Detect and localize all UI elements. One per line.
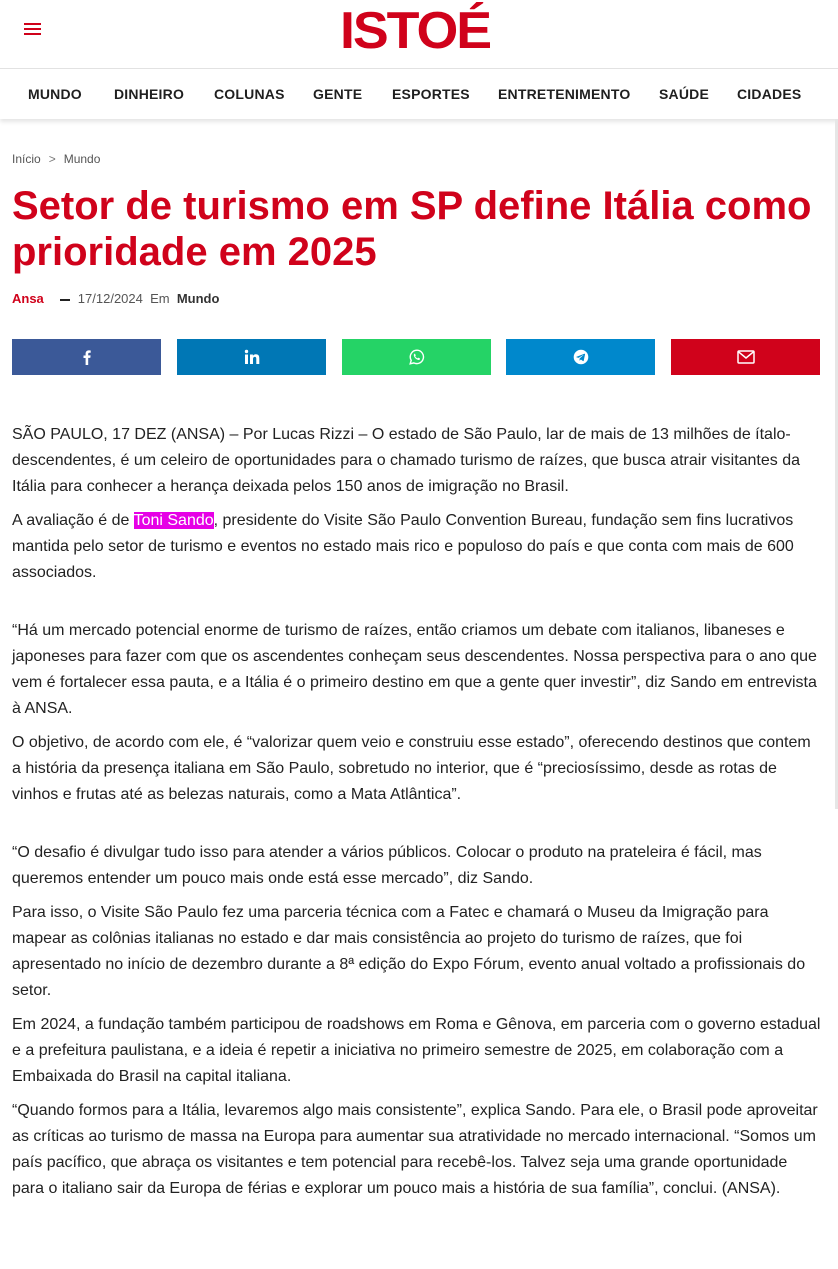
paragraph: O objetivo, de acordo com ele, é “valorizar quem veio e construiu esse estado”, oferecendo destinos que contem a história da presença italiana em São Paulo, sobretudo no interior, que é “preciosíssimo, desde as rotas de vinhos e frutas até as belezas naturais, como a Mata Atlântica”. bbox=[12, 734, 811, 803]
article-date: 17/12/2024 bbox=[77, 291, 143, 306]
nav-item-esportes[interactable]: ESPORTES bbox=[392, 86, 470, 102]
telegram-icon bbox=[573, 349, 589, 365]
breadcrumb-separator: > bbox=[48, 152, 56, 166]
meta-dash bbox=[60, 299, 70, 301]
site-logo[interactable] bbox=[330, 0, 500, 60]
share-whatsapp-button[interactable] bbox=[342, 339, 491, 375]
article-body bbox=[12, 422, 822, 1210]
hamburger-menu-icon[interactable] bbox=[22, 20, 44, 38]
breadcrumb bbox=[12, 152, 100, 166]
article-meta bbox=[12, 291, 219, 306]
paragraph bbox=[12, 508, 822, 586]
share-email-button[interactable] bbox=[671, 339, 820, 375]
nav-item-dinheiro[interactable]: DINHEIRO bbox=[114, 86, 185, 102]
nav-item-mundo[interactable]: MUNDO bbox=[28, 86, 82, 102]
in-label: Em bbox=[150, 291, 170, 306]
nav-item-saude[interactable]: SAÚDE bbox=[659, 86, 710, 102]
paragraph: SÃO PAULO, 17 DEZ (ANSA) – Por Lucas Rizzi – O estado de São Paulo, lar de mais de 13 milhões de ítalo-descendentes, é um celeiro de oportunidades para o chamado turismo de raízes, que busca atrair visitantes da Itália para conhecer a herança deixada pelos 150 anos de imigração no Brasil. bbox=[12, 426, 801, 495]
linkedin-icon bbox=[244, 349, 260, 365]
site-header bbox=[0, 0, 838, 69]
share-telegram-button[interactable] bbox=[506, 339, 655, 375]
whatsapp-icon bbox=[409, 349, 425, 365]
share-linkedin-button[interactable] bbox=[177, 339, 326, 375]
email-icon bbox=[737, 350, 755, 364]
main-nav bbox=[0, 69, 838, 119]
paragraph: “O desafio é divulgar tudo isso para atender a vários públicos. Colocar o produto na prateleira é fácil, mas queremos entender um pouco mais onde está esse mercado”, diz Sando. bbox=[12, 844, 762, 887]
paragraph-text: A avaliação é de bbox=[12, 512, 134, 529]
article-title: Setor de turismo em SP define Itália como prioridade em 2025 bbox=[12, 184, 812, 274]
author-link[interactable]: Ansa bbox=[12, 291, 44, 306]
nav-item-gente[interactable]: GENTE bbox=[313, 86, 363, 102]
paragraph: “Há um mercado potencial enorme de turismo de raízes, então criamos um debate com italianos, libaneses e japoneses para fazer com que os ascendentes conheçam seus descendentes. Nossa perspectiva para o ano que vem é fortalecer essa pauta, e a Itália é o primeiro destino em que a gente quer investir”, diz Sando em entrevista à ANSA. bbox=[12, 622, 817, 717]
nav-item-cidades[interactable]: CIDADES bbox=[737, 86, 802, 102]
paragraph: “Quando formos para a Itália, levaremos algo mais consistente”, explica Sando. Para ele, o Brasil pode aproveitar as críticas ao turismo de massa na Europa para aumentar sua atratividade no mercado internacional. “Somos um país pacífico, que abraça os visitantes e tem potencial para recebê-los. Talvez seja uma grande oportunidade para o italiano sair da Europa de férias e explorar um pouco mais a história de sua família”, conclui. (ANSA). bbox=[12, 1102, 818, 1197]
paragraph: Para isso, o Visite São Paulo fez uma parceria técnica com a Fatec e chamará o Museu da Imigração para mapear as colônias italianas no estado e dar mais consistência ao projeto do turismo de raízes, que foi apresentado no início de dezembro durante a 8ª edição do Expo Fórum, evento anual voltado a profissionais do setor. bbox=[12, 904, 806, 999]
highlighted-name: Toni Sando bbox=[133, 512, 214, 529]
breadcrumb-current-link[interactable]: Mundo bbox=[63, 152, 101, 166]
category-link[interactable]: Mundo bbox=[176, 291, 220, 306]
svg-text:ISTOÉ: ISTOÉ bbox=[340, 2, 491, 60]
nav-item-entretenimento[interactable]: ENTRETENIMENTO bbox=[498, 86, 631, 102]
nav-item-colunas[interactable]: COLUNAS bbox=[214, 86, 285, 102]
paragraph-text: , presidente do Visite São Paulo Convention Bureau, fundação sem fins lucrativos mantida pelo setor de turismo e eventos no estado mais rico e populoso do país e que conta com mais de 600 associados. bbox=[12, 512, 794, 581]
paragraph: Em 2024, a fundação também participou de roadshows em Roma e Gênova, em parceria com o governo estadual e a prefeitura paulistana, e a ideia é repetir a iniciativa no primeiro semestre de 2025, em colaboração com a Embaixada do Brasil na capital italiana. bbox=[12, 1016, 821, 1085]
breadcrumb-home-link[interactable]: Início bbox=[12, 152, 41, 166]
share-facebook-button[interactable] bbox=[12, 339, 161, 375]
facebook-icon bbox=[79, 349, 95, 365]
